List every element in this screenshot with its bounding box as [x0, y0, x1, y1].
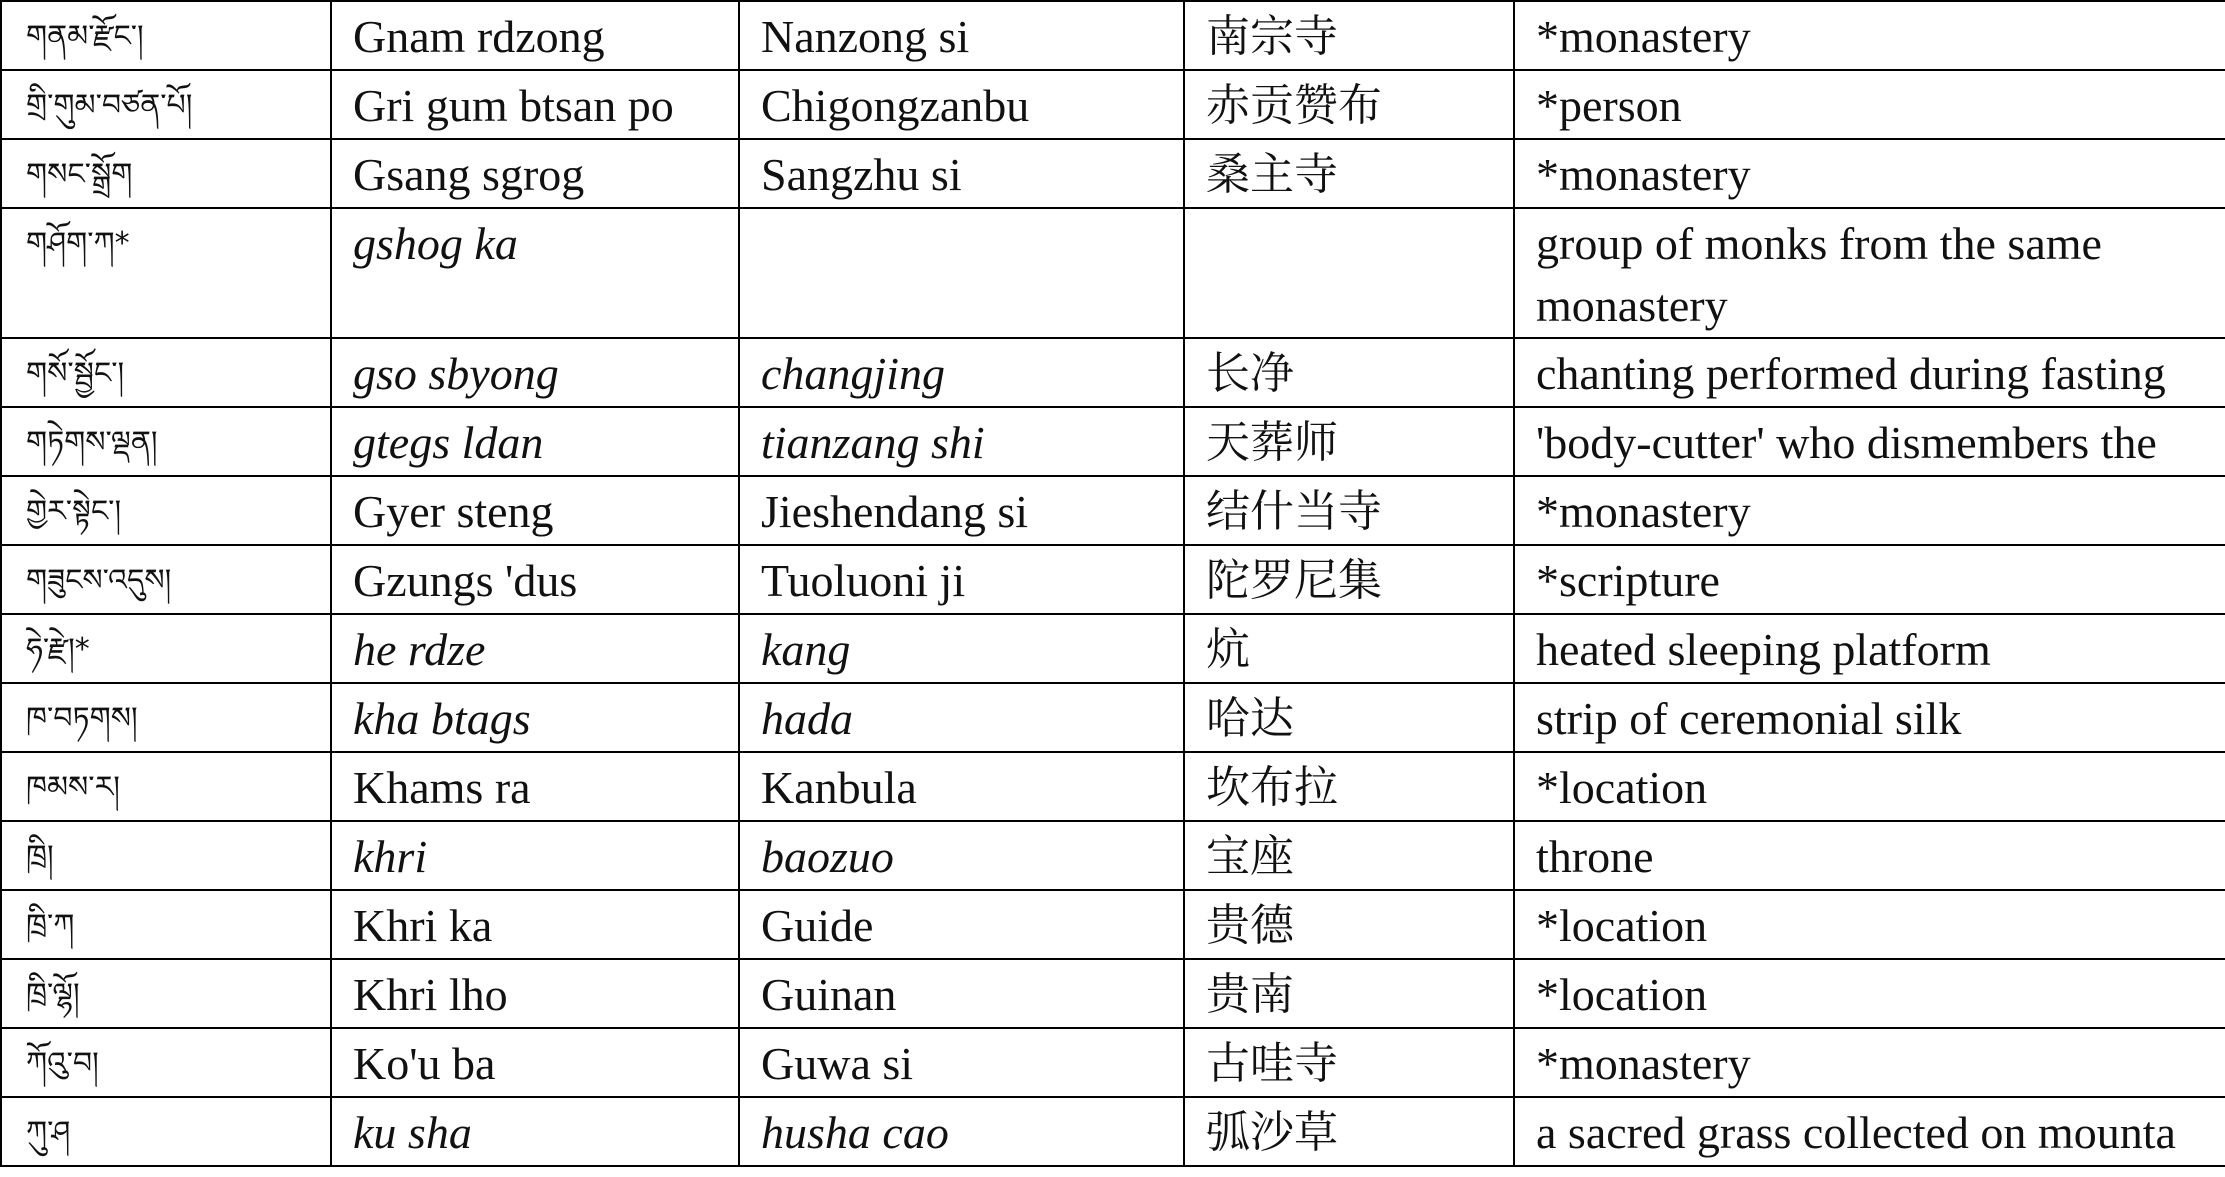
- pinyin-cell: Sangzhu si: [739, 139, 1184, 208]
- wylie-cell: ku sha: [331, 1097, 739, 1166]
- table-row: [1, 139, 2225, 208]
- definition-cell: *monastery: [1514, 139, 2225, 208]
- tibetan-cell: ཀོའུ་བ།: [1, 1028, 331, 1097]
- table-row: [1, 614, 2225, 683]
- table-row: [1, 208, 2225, 338]
- pinyin-cell: hada: [739, 683, 1184, 752]
- pinyin-cell: tianzang shi: [739, 407, 1184, 476]
- chinese-cell: 陀罗尼集: [1184, 545, 1514, 614]
- definition-cell: *location: [1514, 890, 2225, 959]
- table-row: [1, 821, 2225, 890]
- chinese-cell: 赤贡赞布: [1184, 70, 1514, 139]
- wylie-cell: Gsang sgrog: [331, 139, 739, 208]
- definition-cell: *monastery: [1514, 1028, 2225, 1097]
- pinyin-cell: Kanbula: [739, 752, 1184, 821]
- tibetan-cell: གྱེར་སྟེང་།: [1, 476, 331, 545]
- wylie-cell: Ko'u ba: [331, 1028, 739, 1097]
- tibetan-cell: ཁྲི་ཀ: [1, 890, 331, 959]
- chinese-cell: 弧沙草: [1184, 1097, 1514, 1166]
- chinese-cell: 古哇寺: [1184, 1028, 1514, 1097]
- pinyin-cell: Guide: [739, 890, 1184, 959]
- pinyin-cell: Nanzong si: [739, 1, 1184, 70]
- tibetan-cell: གྲི་གུམ་བཙན་པོ།: [1, 70, 331, 139]
- wylie-cell: gso sbyong: [331, 338, 739, 407]
- definition-cell: *location: [1514, 959, 2225, 1028]
- chinese-cell: 南宗寺: [1184, 1, 1514, 70]
- tibetan-cell: གསང་སྒྲོག: [1, 139, 331, 208]
- tibetan-cell: གནམ་རྫོང་།: [1, 1, 331, 70]
- table-row: [1, 752, 2225, 821]
- pinyin-cell: Tuoluoni ji: [739, 545, 1184, 614]
- tibetan-cell: ཁམས་ར།: [1, 752, 331, 821]
- wylie-cell: kha btags: [331, 683, 739, 752]
- definition-cell: *monastery: [1514, 1, 2225, 70]
- pinyin-cell: husha cao: [739, 1097, 1184, 1166]
- tibetan-cell: གཟུངས་འདུས།: [1, 545, 331, 614]
- chinese-cell: 天葬师: [1184, 407, 1514, 476]
- definition-cell: 'body-cutter' who dismembers the: [1514, 407, 2225, 476]
- definition-cell: strip of ceremonial silk: [1514, 683, 2225, 752]
- definition-cell: *monastery: [1514, 476, 2225, 545]
- wylie-cell: Gzungs 'dus: [331, 545, 739, 614]
- pinyin-cell: Chigongzanbu: [739, 70, 1184, 139]
- chinese-cell: 长净: [1184, 338, 1514, 407]
- table-row: [1, 338, 2225, 407]
- chinese-cell: 宝座: [1184, 821, 1514, 890]
- tibetan-cell: གཏེགས་ལྡན།: [1, 407, 331, 476]
- table-row: [1, 1028, 2225, 1097]
- definition-cell: heated sleeping platform: [1514, 614, 2225, 683]
- table-row: [1, 407, 2225, 476]
- chinese-cell: 贵南: [1184, 959, 1514, 1028]
- chinese-cell: [1184, 208, 1514, 338]
- wylie-cell: Khri lho: [331, 959, 739, 1028]
- pinyin-cell: Guinan: [739, 959, 1184, 1028]
- chinese-cell: 哈达: [1184, 683, 1514, 752]
- definition-cell: group of monks from the same monastery: [1514, 208, 2225, 338]
- wylie-cell: Gri gum btsan po: [331, 70, 739, 139]
- definition-cell: chanting performed during fasting: [1514, 338, 2225, 407]
- definition-cell: *location: [1514, 752, 2225, 821]
- wylie-cell: khri: [331, 821, 739, 890]
- chinese-cell: 坎布拉: [1184, 752, 1514, 821]
- pinyin-cell: kang: [739, 614, 1184, 683]
- table-row: [1, 70, 2225, 139]
- table-row: [1, 959, 2225, 1028]
- pinyin-cell: Jieshendang si: [739, 476, 1184, 545]
- table-row: [1, 1, 2225, 70]
- definition-cell: a sacred grass collected on mounta: [1514, 1097, 2225, 1166]
- pinyin-cell: Guwa si: [739, 1028, 1184, 1097]
- wylie-cell: Khams ra: [331, 752, 739, 821]
- table-row: [1, 683, 2225, 752]
- tibetan-cell: གཤོག་ཀ*: [1, 208, 331, 338]
- table-row: [1, 1097, 2225, 1166]
- wylie-cell: gshog ka: [331, 208, 739, 338]
- definition-cell: *person: [1514, 70, 2225, 139]
- table-row: [1, 476, 2225, 545]
- definition-cell: *scripture: [1514, 545, 2225, 614]
- table-row: [1, 890, 2225, 959]
- wylie-cell: Gnam rdzong: [331, 1, 739, 70]
- pinyin-cell: baozuo: [739, 821, 1184, 890]
- tibetan-cell: གསོ་སྦྱོང་།: [1, 338, 331, 407]
- pinyin-cell: [739, 208, 1184, 338]
- chinese-cell: 结什当寺: [1184, 476, 1514, 545]
- pinyin-cell: changjing: [739, 338, 1184, 407]
- chinese-cell: 贵德: [1184, 890, 1514, 959]
- tibetan-cell: ཧེ་རྫེ།*: [1, 614, 331, 683]
- wylie-cell: Khri ka: [331, 890, 739, 959]
- definition-cell: throne: [1514, 821, 2225, 890]
- tibetan-cell: ཁ་བཏགས།: [1, 683, 331, 752]
- wylie-cell: gtegs ldan: [331, 407, 739, 476]
- wylie-cell: Gyer steng: [331, 476, 739, 545]
- chinese-cell: 炕: [1184, 614, 1514, 683]
- wylie-cell: he rdze: [331, 614, 739, 683]
- chinese-cell: 桑主寺: [1184, 139, 1514, 208]
- tibetan-cell: ཁྲི།: [1, 821, 331, 890]
- tibetan-cell: ཀུ་ཤ: [1, 1097, 331, 1166]
- tibetan-cell: ཁྲི་ལྷོ།: [1, 959, 331, 1028]
- table-row: [1, 545, 2225, 614]
